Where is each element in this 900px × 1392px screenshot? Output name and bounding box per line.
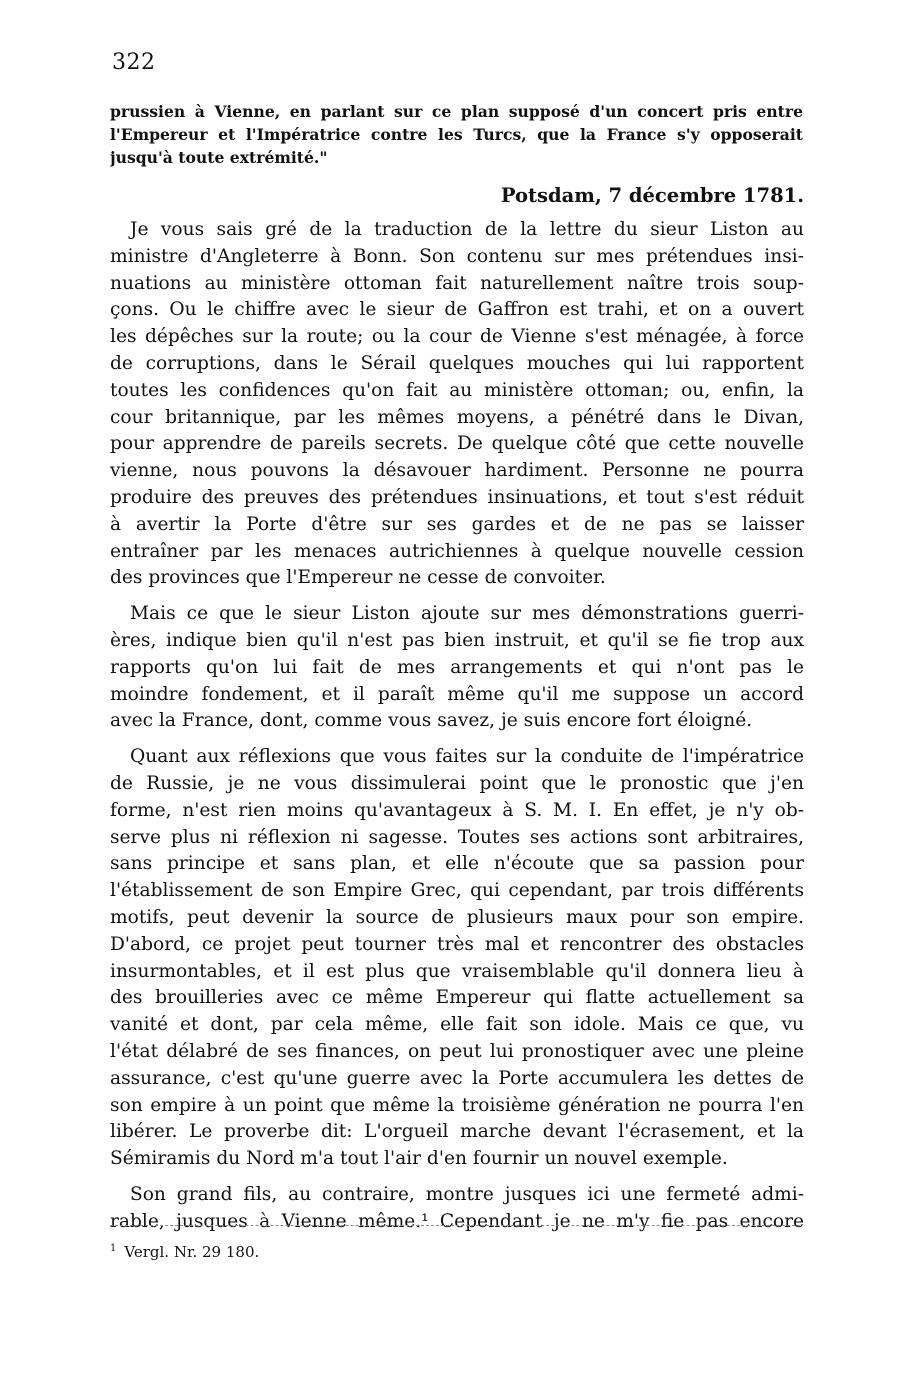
- footnote: [110, 1243, 259, 1261]
- footnote-mark: 1: [110, 1243, 117, 1254]
- text-line: Son grand fils, au contraire, montre jusques ici une fermeté admi-: [130, 1183, 804, 1205]
- text-line: l'état délabré de ses finances, on peut lui pronostiquer avec une pleine: [110, 1040, 804, 1062]
- text-line: les dépêches sur la route; ou la cour de Vienne s'est ménagée, à force: [110, 326, 804, 348]
- text-line: toutes les confidences qu'on fait au ministère ottoman; ou, enfin, la: [110, 379, 804, 401]
- text-line: des provinces que l'Empereur ne cesse de convoiter.: [110, 567, 606, 589]
- text-line: pour apprendre de pareils secrets. De quelque côté que cette nouvelle: [110, 433, 804, 455]
- text-line: vienne, nous pouvons la désavouer hardiment. Personne ne pourra: [110, 460, 804, 482]
- text-line: Sémiramis du Nord m'a tout l'air d'en fournir un nouvel exemple.: [110, 1148, 728, 1170]
- text-line: motifs, peut devenir la source de plusieurs maux pour son empire.: [110, 906, 804, 928]
- text-line: ères, indique bien qu'il n'est pas bien instruit, et qu'il se fie trop aux: [110, 629, 804, 651]
- quote-line: prussien à Vienne, en parlant sur ce plan supposé d'un concert pris entre: [110, 102, 803, 121]
- page-number: 322: [112, 50, 156, 75]
- text-line: assurance, c'est qu'une guerre avec la Porte accumulera les dettes de: [110, 1067, 804, 1089]
- paragraph: [110, 744, 804, 1173]
- quoted-passage: [110, 100, 803, 169]
- text-line: entraîner par les menaces autrichiennes à quelque nouvelle cession: [110, 540, 804, 562]
- text-line: Mais ce que le sieur Liston ajoute sur mes démonstrations guerri-: [130, 603, 804, 625]
- text-line: avec la France, dont, comme vous savez, je suis encore fort éloigné.: [110, 710, 753, 732]
- paragraph: [110, 601, 804, 735]
- text-line: sans principe et sans plan, et elle n'écoute que sa passion pour: [110, 853, 804, 875]
- text-line: des brouilleries avec ce même Empereur qui flatte actuellement sa: [110, 987, 804, 1009]
- text-line: de Russie, je ne vous dissimulerai point que le pronostic que j'en: [110, 772, 804, 794]
- quote-line: jusqu'à toute extrémité.": [110, 148, 328, 167]
- paragraph: [110, 217, 804, 592]
- text-line: forme, n'est rien moins qu'avantageux à S. M. I. En effet, je n'y ob-: [110, 799, 804, 821]
- text-line: libérer. Le proverbe dit: L'orgueil marche devant l'écrasement, et la: [110, 1121, 804, 1143]
- letter-body: [110, 217, 804, 1244]
- text-line: moindre fondement, et il paraît même qu'il me suppose un accord: [110, 683, 804, 705]
- text-line: vanité et dont, par cela même, elle fait son idole. Mais ce que, vu: [110, 1014, 804, 1036]
- text-line: serve plus ni réflexion ni sagesse. Toutes ses actions sont arbitraires,: [110, 826, 804, 848]
- text-line: à avertir la Porte d'être sur ses gardes et de ne pas se laisser: [110, 513, 804, 535]
- quote-line: l'Empereur et l'Impératrice contre les Turcs, que la France s'y opposerait: [110, 125, 803, 144]
- text-line: de corruptions, dans le Sérail quelques mouches qui lui rapportent: [110, 352, 804, 374]
- text-line: son empire à un point que même la troisième génération ne pourra l'en: [110, 1094, 804, 1116]
- text-line: D'abord, ce projet peut tourner très mal et rencontrer des obstacles: [110, 933, 804, 955]
- text-line: nuations au ministère ottoman fait naturellement naître trois soup-: [110, 272, 804, 294]
- text-line: Je vous sais gré de la traduction de la lettre du sieur Liston au: [130, 219, 804, 240]
- footnote-text: Vergl. Nr. 29 180.: [124, 1243, 260, 1261]
- text-line: rapports qu'on lui fait de mes arrangements et qui n'ont pas le: [110, 656, 804, 678]
- text-line: cour britannique, par les mêmes moyens, a pénétré dans le Divan,: [110, 406, 804, 428]
- text-line: çons. Ou le chiffre avec le sieur de Gaffron est trahi, et on a ouvert: [110, 299, 804, 321]
- text-line: l'établissement de son Empire Grec, qui cependant, par trois différents: [110, 880, 804, 902]
- footnote-separator: [110, 1225, 800, 1226]
- dateline: Potsdam, 7 décembre 1781.: [500, 184, 804, 207]
- text-line: ministre d'Angleterre à Bonn. Son contenu sur mes prétendues insi-: [110, 245, 804, 267]
- text-line: Quant aux réflexions que vous faites sur la conduite de l'impératrice: [130, 746, 804, 768]
- text-line: rable, jusques à Vienne même.¹ Cependant je ne m'y fie pas encore: [110, 1210, 804, 1232]
- paragraph: [110, 1182, 804, 1236]
- text-line: produire des preuves des prétendues insinuations, et tout s'est réduit: [110, 486, 804, 508]
- text-line: insurmontables, et il est plus que vraisemblable qu'il donnera lieu à: [110, 960, 804, 982]
